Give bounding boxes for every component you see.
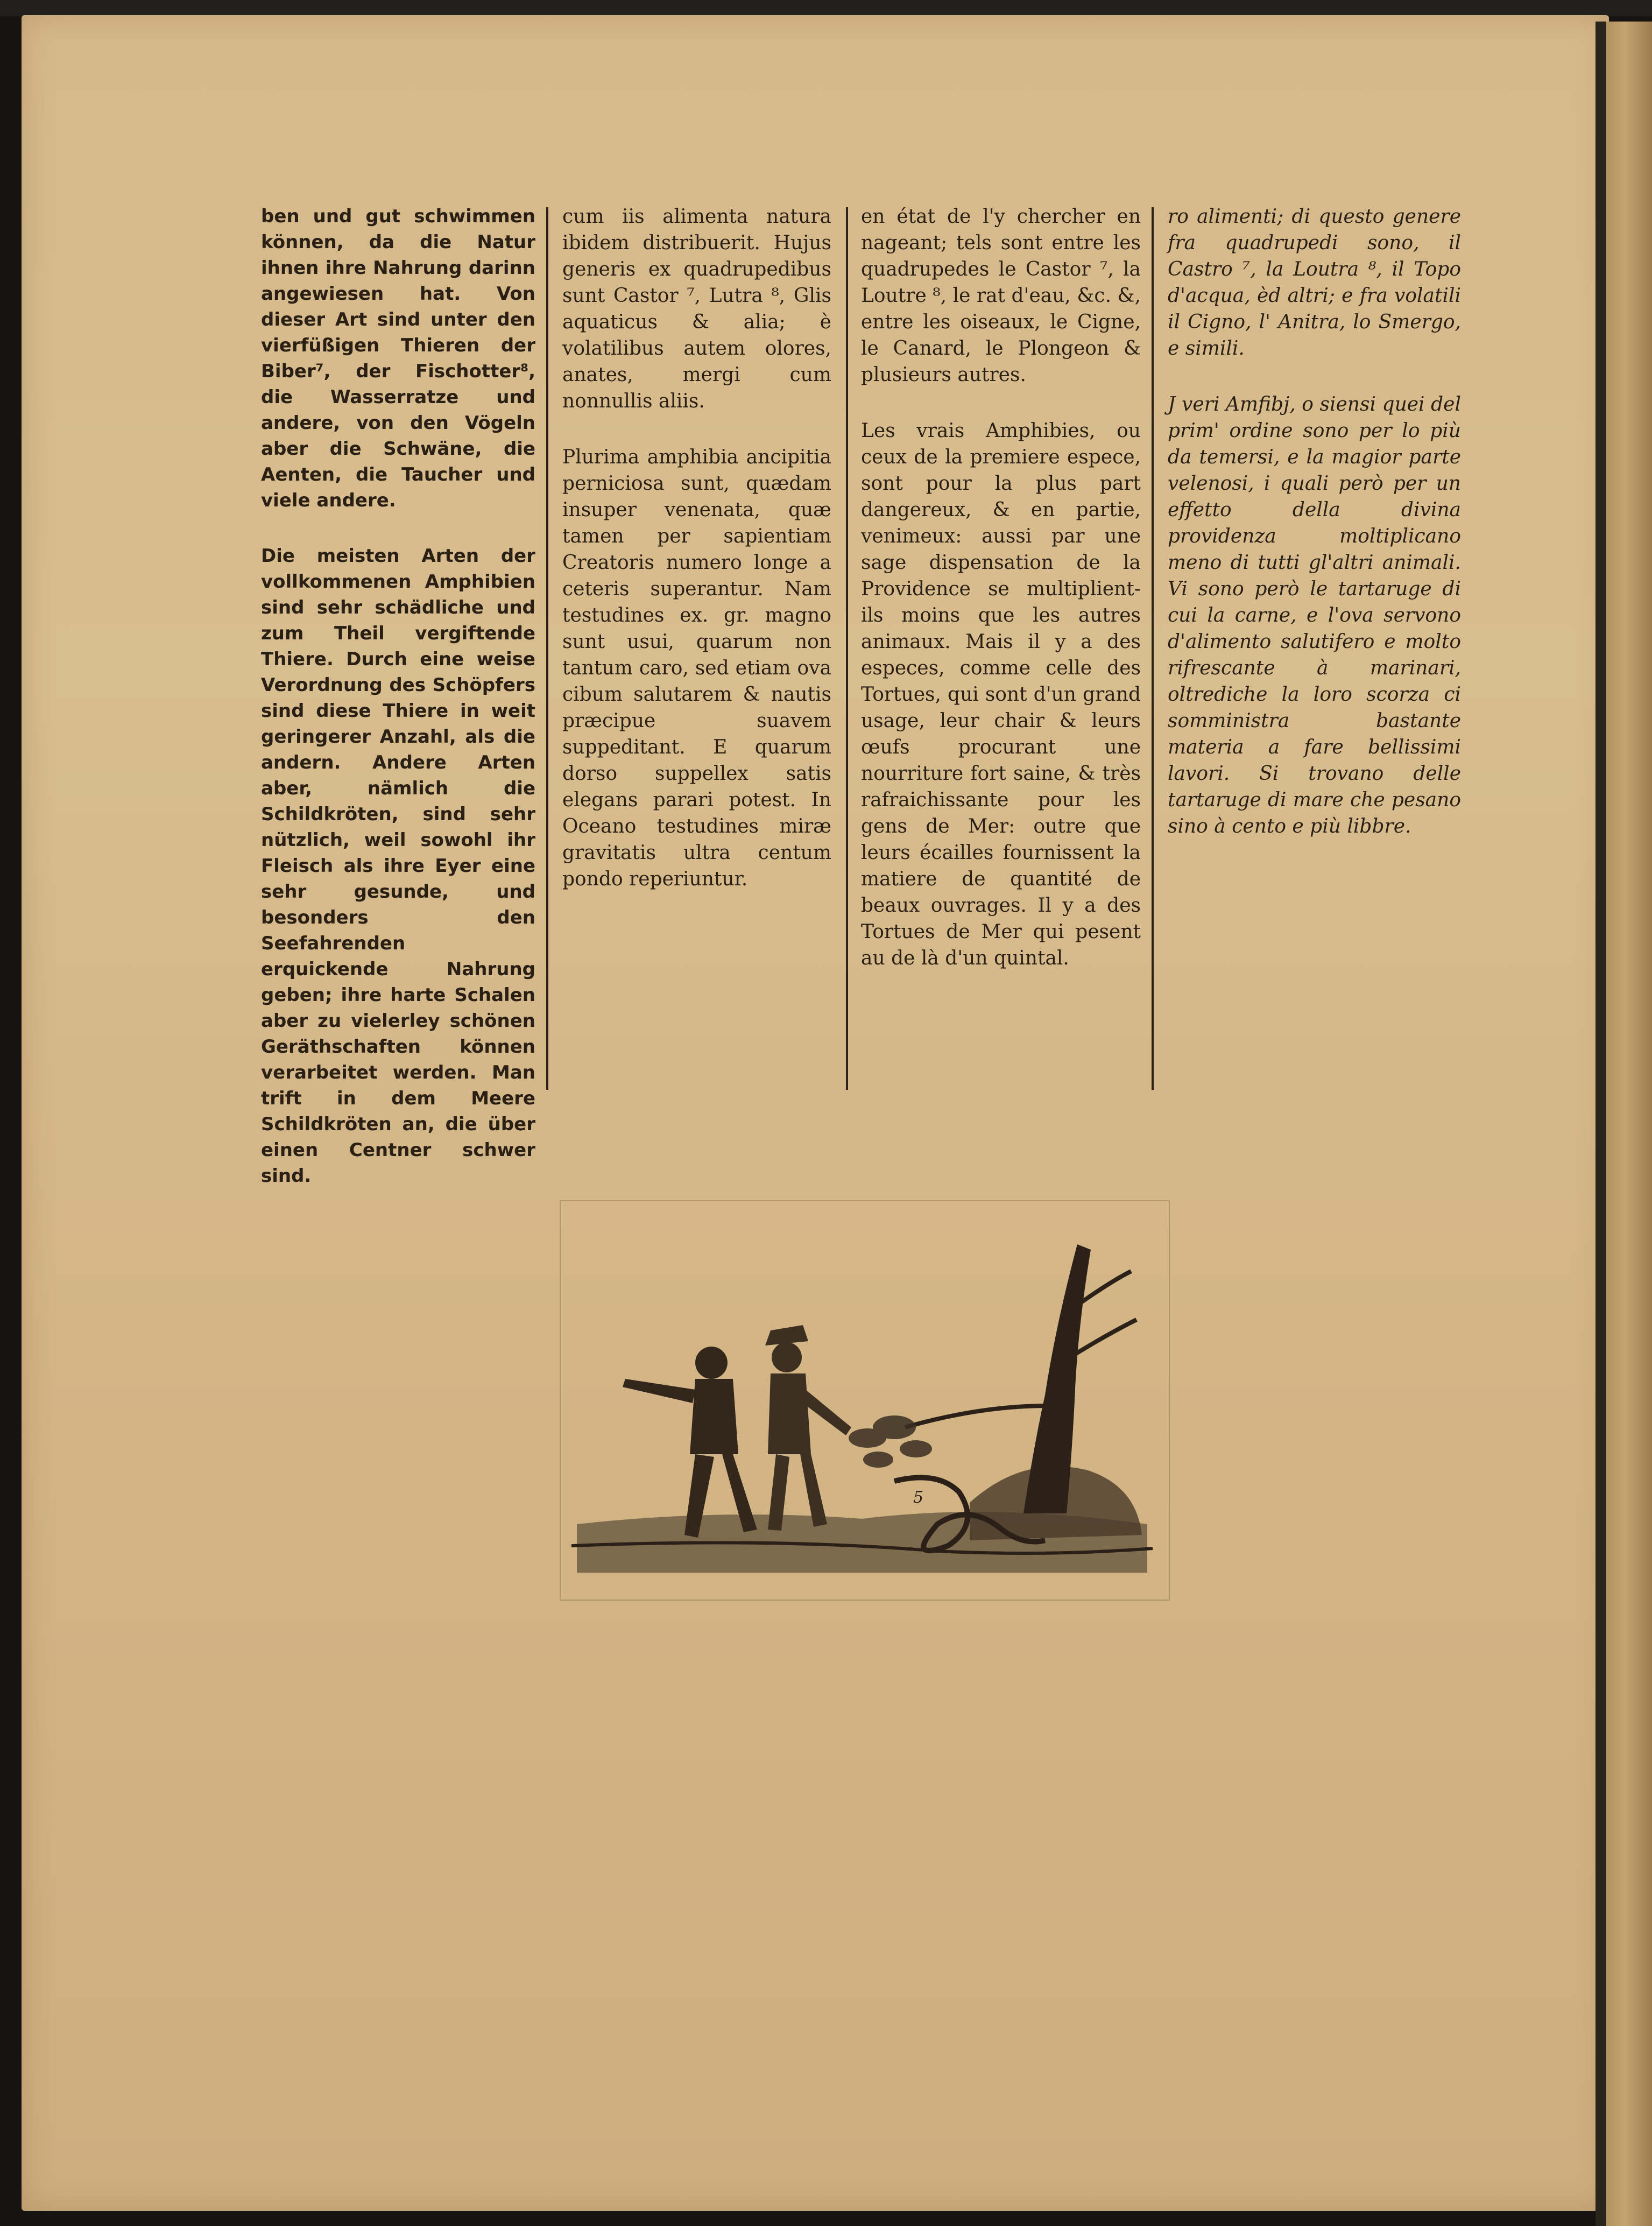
french-column	[861, 203, 1141, 1097]
italian-paragraph-2: J veri Amfibj, o siensi quei del prim' ordine sono per lo più da temersi, e la magior parte velenosi, i quali però per un effetto della divina providenza moltiplicano meno di tutti gl'altri animali. Vi sono però le tartaruge di cui la carne, e l'ova servono d'alimento salutifero e molto rifrescante à marinari, oltrediche la loro scorza ci somministra bastante materia a fare bellissimi lavori. Si trovano delle tartaruge di mare che pesano sino à cento e più libbre.	[1168, 393, 1461, 837]
engraving-scene	[561, 1201, 1169, 1600]
italian-paragraph-1: ro alimenti; di questo genere fra quadrupedi sono, il Castro ⁷, la Loutra ⁸, il Topo d'acqua, èd altri; e fra volatili il Cigno, l' Anitra, lo Smergo, e simili.	[1168, 206, 1461, 360]
column-rule-3	[1152, 207, 1154, 1090]
italian-column	[1168, 203, 1461, 1097]
column-rule-1	[546, 207, 548, 1090]
french-paragraph-1: en état de l'y chercher en nageant; tels sont entre les quadrupedes le Castor ⁷, la Loutre ⁸, le rat d'eau, &c. &, entre les oiseaux, le Cigne, le Canard, le Plongeon & plusieurs autres.	[861, 206, 1141, 386]
binding-gap	[1595, 22, 1607, 2226]
scan-top-edge	[0, 0, 1652, 16]
tree-branches	[905, 1271, 1136, 1427]
latin-column	[562, 203, 831, 1097]
german-paragraph-1: ben und gut schwimmen können, da die Natur ihnen ihre Nahrung darinn angewiesen hat. Von dieser Art sind unter den vierfüßigen Thieren der Biber⁷, der Fischotter⁸, die Wasserratze und andere, von den Vögeln aber die Schwäne, die Aenten, die Taucher und viele andere.	[261, 206, 535, 511]
french-paragraph-2: Les vrais Amphibies, ou ceux de la premiere espece, sont pour la plus part dangereux, & en partie, venimeux: aussi par une sage dispensation de la Providence se multiplient-ils moins que les autres animaux. Mais il y a des especes, comme celle des Tortues, qui sont d'un grand usage, leur chair & leurs œufs procurant une nourriture fort saine, & très rafraichissante pour les gens de Mer: outre que leurs écailles fournissent la matiere de quantité de beaux ouvrages. Il y a des Tortues de Mer qui pesent au de là d'un quintal.	[861, 420, 1141, 969]
figure-man-left	[623, 1347, 757, 1538]
latin-paragraph-2: Plurima amphibia ancipitia perniciosa sunt, quædam insuper venenata, quæ tamen per sapientiam Creatoris numero longe a ceteris superantur. Nam testudines ex. gr. magno sunt usui, quarum non tantum caro, sed etiam ova cibum salutarem & nautis præcipue suavem suppeditant. E quarum dorso suppellex satis elegans parari potest. In Oceano testudines miræ gravitatis ultra centum pondo reperiuntur.	[562, 446, 831, 890]
next-page-edge	[1606, 22, 1652, 2226]
german-paragraph-2: Die meisten Arten der vollkommenen Amphibien sind sehr schädliche und zum Theil vergiftende Thiere. Durch eine weise Verordnung des Schöpfers sind diese Thiere in weit geringerer Anzahl, als die andern. Andere Arten aber, nämlich die Schildkröten, sind sehr nützlich, weil sowohl ihr Fleisch als ihre Eyer eine sehr gesunde, und besonders den Seefahrenden erquickende Nahrung geben; ihre harte Schalen aber zu vielerley schönen Geräthschaften können verarbeitet werden. Man trift in dem Meere Schildkröten an, die über einen Centner schwer sind.	[261, 545, 535, 1187]
engraving-illustration	[560, 1200, 1170, 1601]
latin-paragraph-1: cum iis alimenta natura ibidem distribuerit. Hujus generis ex quadrupedibus sunt Castor ⁷, Lutra ⁸, Glis aquaticus & alia; è volatilibus autem olores, anates, mergi cum nonnullis aliis.	[562, 206, 831, 412]
figure-man-right	[765, 1325, 851, 1531]
german-column	[261, 203, 535, 1187]
plate-number: 5	[913, 1488, 924, 1507]
column-rule-2	[846, 207, 848, 1090]
